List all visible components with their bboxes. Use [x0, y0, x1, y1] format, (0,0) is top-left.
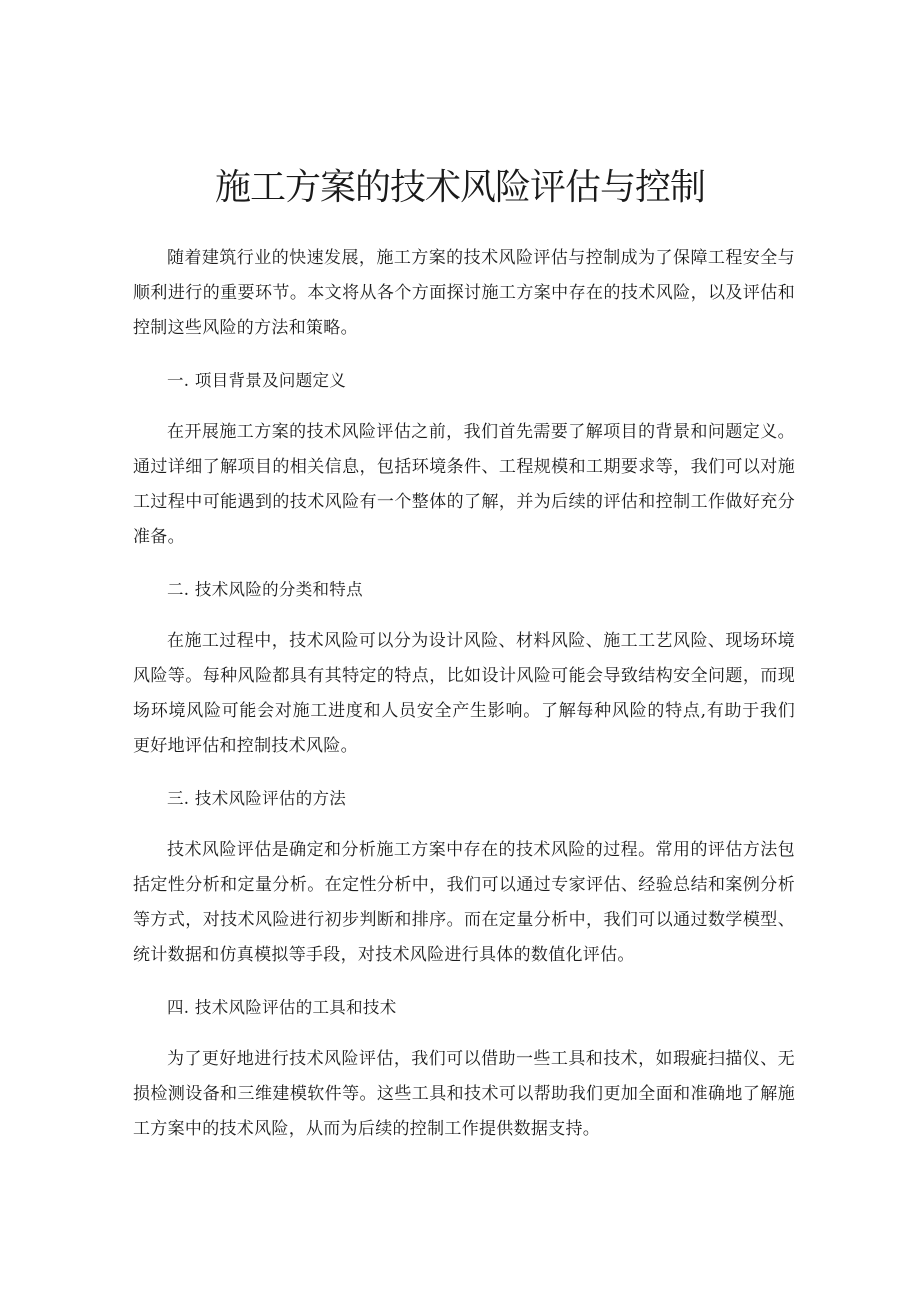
- section-heading-2: 二. 技术风险的分类和特点: [167, 580, 363, 599]
- section-heading-3: 三. 技术风险评估的方法: [167, 789, 347, 808]
- document-title: 施工方案的技术风险评估与控制: [214, 167, 705, 208]
- document-body: [133, 241, 795, 1164]
- section-heading-1: 一. 项目背景及问题定义: [167, 371, 347, 390]
- section-body-2: 在施工过程中，技术风险可以分为设计风险、材料风险、施工工艺风险、现场环境风险等。每种风险都具有其特定的特点，比如设计风险可能会导致结构安全问题，而现场环境风险可能会对施工进度和人员安全产生影响。了解每种风险的特点,有助于我们更好地评估和控制技术风险。: [133, 631, 795, 756]
- section-body-3: 技术风险评估是确定和分析施工方案中存在的技术风险的过程。常用的评估方法包括定性分析和定量分析。在定性分析中，我们可以通过专家评估、经验总结和案例分析等方式，对技术风险进行初步判断和排序。而在定量分析中，我们可以通过数学模型、统计数据和仿真模拟等手段，对技术风险进行具体的数值化评估。: [133, 840, 795, 965]
- section-body-4: 为了更好地进行技术风险评估，我们可以借助一些工具和技术，如瑕疵扫描仪、无损检测设备和三维建模软件等。这些工具和技术可以帮助我们更加全面和准确地了解施工方案中的技术风险，从而为后续的控制工作提供数据支持。: [133, 1049, 795, 1139]
- intro-paragraph: 随着建筑行业的快速发展，施工方案的技术风险评估与控制成为了保障工程安全与顺利进行的重要环节。本文将从各个方面探讨施工方案中存在的技术风险，以及评估和控制这些风险的方法和策略。: [133, 248, 795, 338]
- section-heading-4: 四. 技术风险评估的工具和技术: [167, 998, 397, 1017]
- section-body-1: 在开展施工方案的技术风险评估之前，我们首先需要了解项目的背景和问题定义。通过详细了解项目的相关信息，包括环境条件、工程规模和工期要求等，我们可以对施工过程中可能遇到的技术风险有一个整体的了解，并为后续的评估和控制工作做好充分准备。: [133, 422, 795, 547]
